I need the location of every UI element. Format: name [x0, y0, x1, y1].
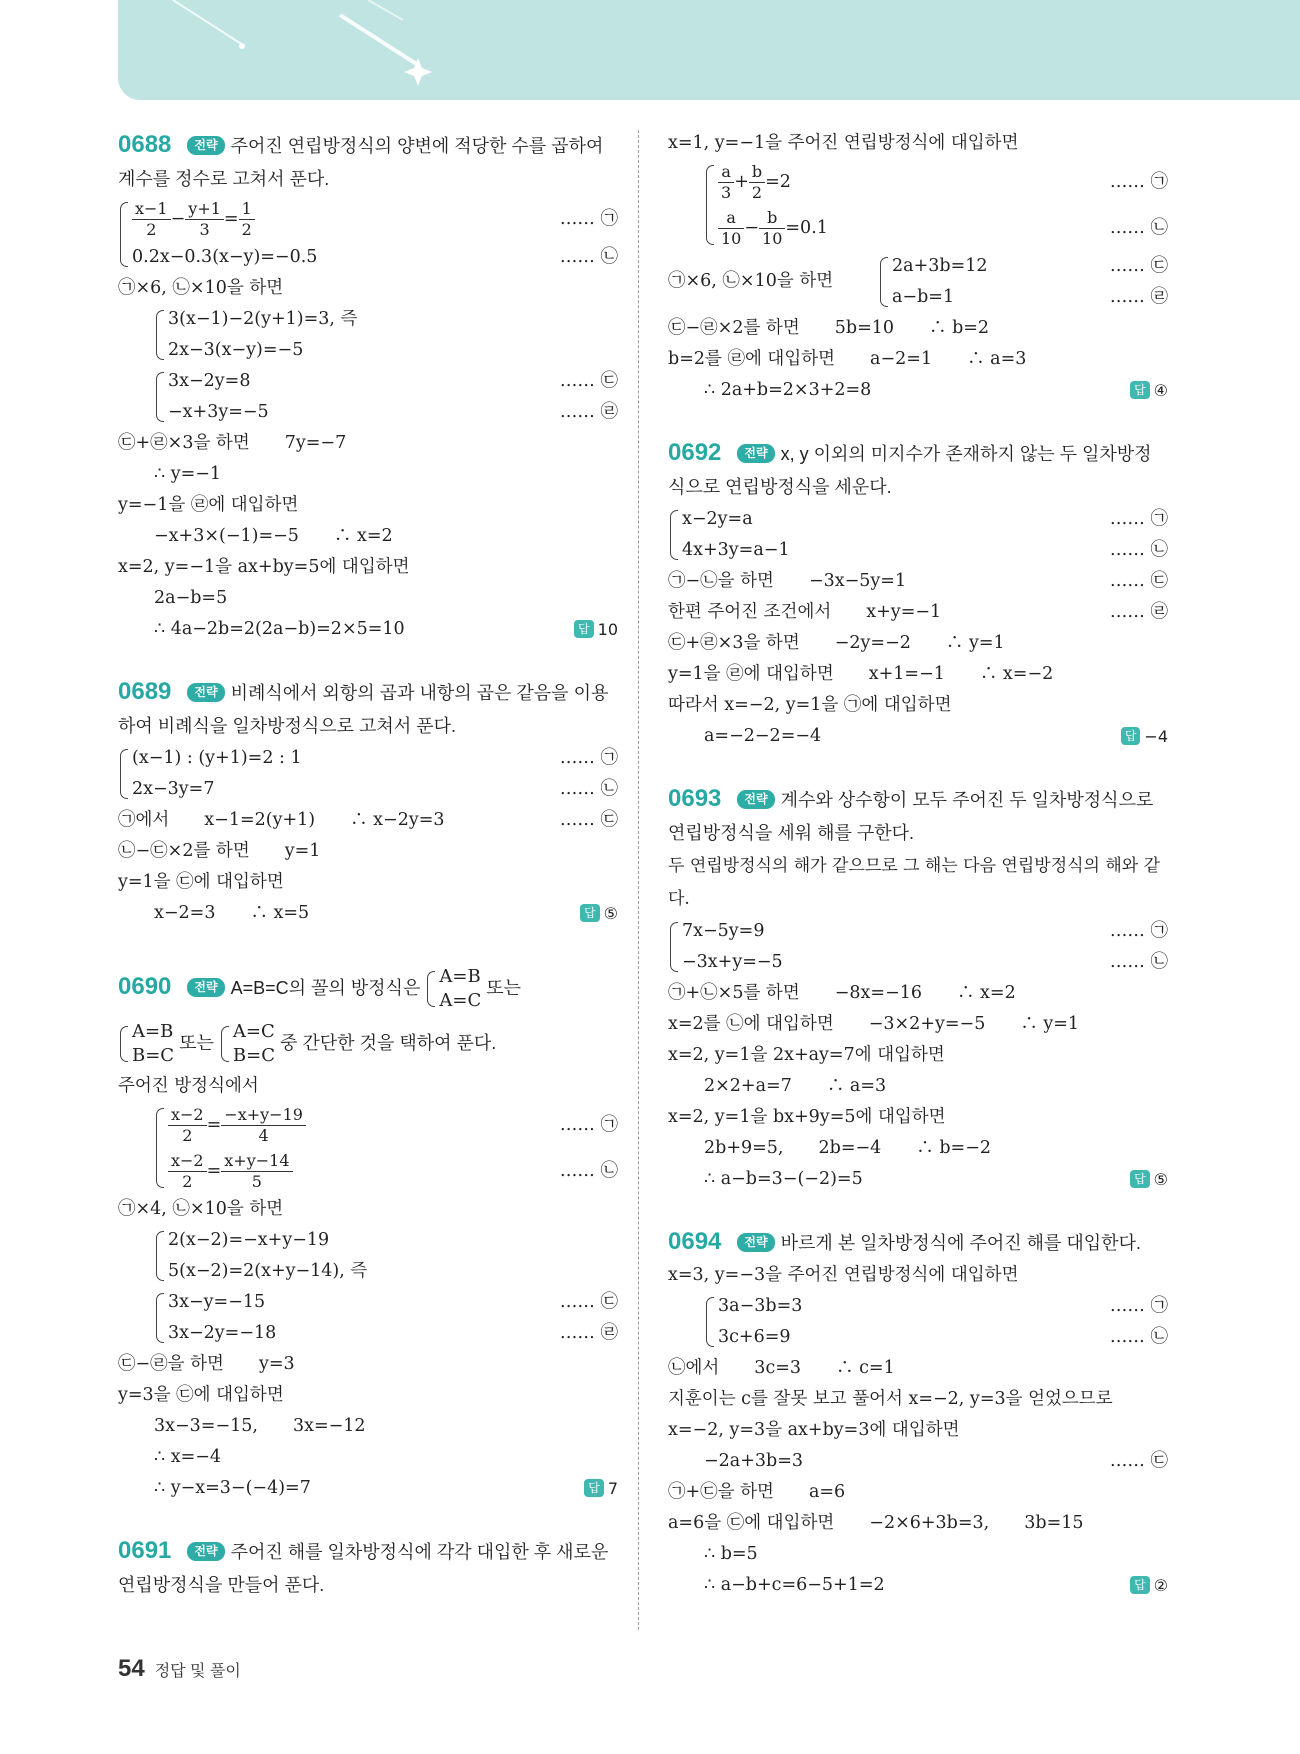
right-column	[668, 128, 1168, 1601]
page-number: 54	[118, 1655, 145, 1682]
problem-0690: 0690 전략 A=B=C의 꼴의 방정식은 A=B A=C 또는 A=B B=C 또는 A=C B=C 중 간단한 것을 택하여 푼다. 주어진 방정식에서 $\frac{x-2}{2}$ = $\frac{-x+y-19}{4}$ …… ㉠ $\frac{x-2}{2}$ = $\frac{x+y-14}{5}$ …… ㉡ ㉠×4, ㉡×10을 하면 2(x−2)=−x+y−19 5(x−2)=2(x+y−14), 즉 3x−y=−15 …… ㉢ 3x−2y=−18 …… ㉣ ㉢−㉣을 하면 y=3 y=3을 ㉢에 대입하면 3x−3=−15, 3x=−12 ∴ x=−4 ∴ y−x=3−(−4)=7 답 7	[118, 966, 618, 1498]
problem-0692: 0692 전략 x, y 이외의 미지수가 존재하지 않는 두 일차방정식으로 연립방정식을 세운다. x−2y=a …… ㉠ 4x+3y=a−1 …… ㉡ ㉠−㉡을 하면 −3x−5y=1 …… ㉢ 한편 주어진 조건에서 x+y=−1 …… ㉣ ㉢+㉣×3을 하면 −2y=−2 ∴ y=1 y=1을 ㉣에 대입하면 x+1=−1 ∴ x=−2 따라서 x=−2, y=1을 ㉠에 대입하면 a=−2−2=−4 답 −4	[668, 439, 1168, 746]
equation-tag: …… ㉠	[559, 209, 618, 229]
header-banner	[118, 0, 1300, 100]
problem-0693: 0693 전략 계수와 상수항이 모두 주어진 두 일차방정식으로 연립방정식을 세워 해를 구한다. 두 연립방정식의 해가 같으므로 그 해는 다음 연립방정식의 해와 같다. 7x−5y=9 …… ㉠ −3x+y=−5 …… ㉡ ㉠+㉡×5를 하면 −8x=−16 ∴ x=2 x=2를 ㉡에 대입하면 −3×2+y=−5 ∴ y=1 x=2, y=1을 2x+ay=7에 대입하면 2×2+a=7 ∴ a=3 x=2, y=1을 bx+9y=5에 대입하면 2b+9=5, 2b=−4 ∴ b=−2 ∴ a−b=3−(−2)=5 답 ⑤	[668, 785, 1168, 1189]
strategy-badge: 전략	[187, 136, 224, 155]
sparkle-decoration	[118, 0, 1300, 100]
problem-0691-continued: x=1, y=−1을 주어진 연립방정식에 대입하면 $\frac{a}{3}$ + $\frac{b}{2}$ =2 …… ㉠ $\frac{a}{10}$ − $\frac{b}{10}$ =0.1 …… ㉡ ㉠×6, ㉡×10을 하면 2a+3b=12 …… ㉢ a−b=1 …… ㉣ ㉢−㉣×2를 하면 5b=10 ∴ b=2 b=2를 ㉣에 대입하면 a−2=1 ∴ a=3 ∴ 2a+b=2×3+2=8 답 ④	[668, 133, 1168, 400]
problem-number: 0688	[118, 131, 172, 158]
problem-0694: 0694 전략 바르게 본 일차방정식에 주어진 해를 대입한다. x=3, y=−3을 주어진 연립방정식에 대입하면 3a−3b=3 …… ㉠ 3c+6=9 …… ㉡ ㉡에서 3c=3 ∴ c=1 지훈이는 c를 잘못 보고 풀어서 x=−2, y=3을 얻었으므로 x=−2, y=3을 ax+by=3에 대입하면 −2a+3b=3 …… ㉢ ㉠+㉢을 하면 a=6 a=6을 ㉢에 대입하면 −2×6+3b=3, 3b=15 ∴ b=5 ∴ a−b+c=6−5+1=2 답 ②	[668, 1228, 1168, 1595]
problem-0688: 0688 전략 주어진 연립방정식의 양변에 적당한 수를 곱하여 계수를 정수로 고쳐서 푼다. $\frac{x-1}{2}$ − $\frac{y+1}{3}$ = $\frac{1}{2}$ …… ㉠ 0.2x−0.3(x−y)=−0.5 …… ㉡ ㉠×6, ㉡×10을 하면 3(x−1)−2(y+1)=3, 즉 2x−3(x−y)=−5 3x−2y=8 …… ㉢ −x+3y=−5 …… ㉣ ㉢+㉣×3을 하면 7y=−7 ∴ y=−1 y=−1을 ㉣에 대입하면 −x+3×(−1)=−5 ∴ x=2 x=2, y=−1을 ax+by=5에 대입하면 2a−b=5 ∴ 4a−2b=2(2a−b)=2×5=10 답 10	[118, 128, 618, 645]
answer: 답 10	[574, 614, 618, 645]
problem-0691: 0691 전략 주어진 해를 일차방정식에 각각 대입한 후 새로운 연립방정식을 만들어 푼다.	[118, 1537, 609, 1595]
problem-0689: 0689 전략 비례식에서 외항의 곱과 내항의 곱은 같음을 이용하여 비례식을 일차방정식으로 고쳐서 푼다. (x−1) : (y+1)=2 : 1 …… ㉠ 2x−3y=7 …… ㉡ ㉠에서 x−1=2(y+1) ∴ x−2y=3 …… ㉢ ㉡−㉢×2를 하면 y=1 y=1을 ㉢에 대입하면 x−2=3 ∴ x=5 답 ⑤	[118, 678, 618, 923]
equation-system: $\frac{x-1}{2}$ − $\frac{y+1}{3}$ = $\frac{1}{2}$ …… ㉠ 0.2x−0.3(x−y)=−0.5 …… ㉡	[118, 196, 618, 273]
page-footer	[118, 1655, 241, 1683]
column-divider	[638, 130, 639, 1630]
strategy-text: 주어진 연립방정식의 양변에 적당한 수를 곱하여 계수를 정수로 고쳐서 푼다.	[118, 136, 604, 189]
footer-label: 정답 및 풀이	[154, 1663, 241, 1680]
left-column	[118, 128, 618, 1602]
